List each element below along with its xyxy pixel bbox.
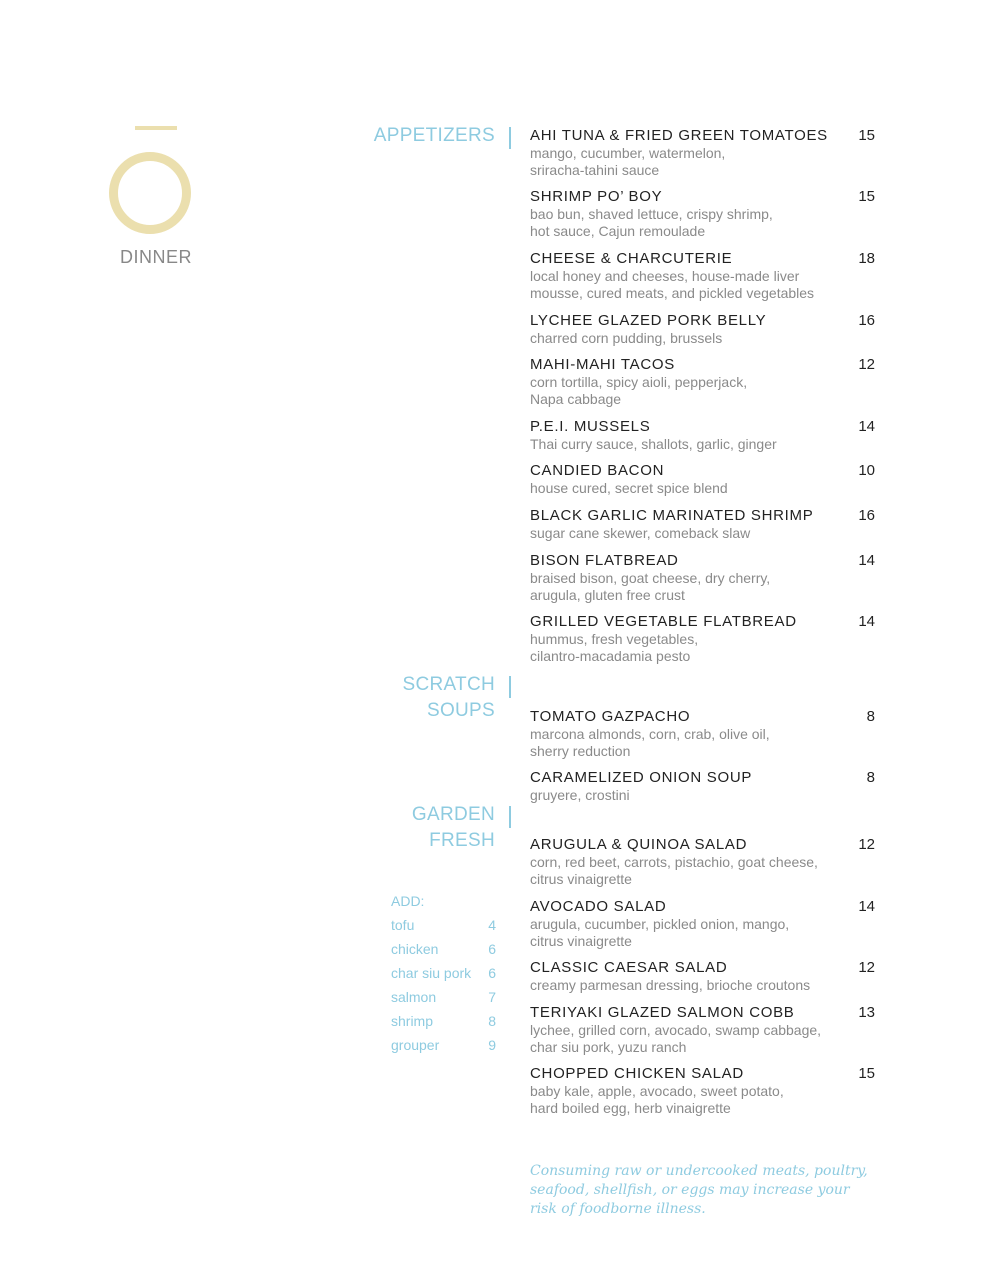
add-on-price: 9	[488, 1037, 496, 1053]
item-price: 8	[866, 708, 875, 725]
item-name: TERIYAKI GLAZED SALMON COBB	[530, 1004, 795, 1021]
item-description: lychee, grilled corn, avocado, swamp cabbage, char siu pork, yuzu ranch	[530, 1022, 822, 1055]
item-price: 14	[858, 418, 875, 435]
item-name: CARAMELIZED ONION SOUP	[530, 769, 753, 786]
item-description: hummus, fresh vegetables, cilantro-macadamia pesto	[530, 631, 699, 664]
food-safety-notice: Consuming raw or undercooked meats, poultry, seafood, shellfish, or eggs may increase your risk of foodborne illness.	[530, 1163, 868, 1217]
item-description: arugula, cucumber, pickled onion, mango, citrus vinaigrette	[530, 916, 790, 949]
item-name: P.E.I. MUSSELS	[530, 418, 651, 435]
add-on-item	[391, 1037, 496, 1053]
menu-item	[530, 312, 875, 347]
menu-item	[530, 462, 875, 497]
section-soups-line1: SCRATCH	[402, 674, 495, 695]
menu-item	[530, 898, 875, 950]
add-on-item	[391, 965, 496, 981]
menu-item	[530, 836, 875, 888]
item-price: 12	[858, 836, 875, 853]
item-description: sugar cane skewer, comeback slaw	[530, 525, 751, 541]
item-price: 13	[858, 1004, 875, 1021]
item-name: SHRIMP PO’ BOY	[530, 188, 663, 205]
menu-title: DINNER	[120, 247, 193, 267]
item-name: BISON FLATBREAD	[530, 552, 679, 569]
item-name: ARUGULA & QUINOA SALAD	[530, 836, 748, 853]
section-divider	[509, 676, 511, 698]
menu-item	[530, 1004, 875, 1056]
section-divider	[509, 806, 511, 828]
section-appetizers-label: APPETIZERS	[373, 125, 495, 146]
menu-item	[530, 708, 875, 760]
menu-item	[530, 418, 875, 453]
item-name: AVOCADO SALAD	[530, 898, 667, 915]
item-description: gruyere, crostini	[530, 787, 630, 803]
section-soups-line2: SOUPS	[426, 700, 495, 721]
item-name: BLACK GARLIC MARINATED SHRIMP	[530, 507, 814, 524]
item-name: CHEESE & CHARCUTERIE	[530, 250, 733, 267]
item-price: 14	[858, 552, 875, 569]
item-description: charred corn pudding, brussels	[530, 330, 723, 346]
logo-macron	[135, 126, 177, 130]
item-name: TOMATO GAZPACHO	[530, 708, 691, 725]
add-on-price: 8	[488, 1013, 496, 1029]
item-price: 18	[858, 250, 875, 267]
item-price: 8	[866, 769, 875, 786]
menu-item	[530, 613, 875, 665]
add-on-item	[391, 941, 496, 957]
menu-item	[530, 250, 875, 302]
item-name: MAHI-MAHI TACOS	[530, 356, 675, 373]
item-price: 12	[858, 356, 875, 373]
section-soups-label	[402, 672, 495, 724]
add-on-name: shrimp	[391, 1013, 434, 1029]
item-description: corn tortilla, spicy aioli, pepperjack, Napa cabbage	[530, 374, 748, 407]
item-price: 15	[858, 188, 875, 205]
add-on-price: 7	[488, 989, 496, 1005]
item-description: bao bun, shaved lettuce, crispy shrimp, hot sauce, Cajun remoulade	[530, 206, 773, 239]
item-description: mango, cucumber, watermelon, sriracha-tahini sauce	[530, 145, 726, 178]
item-price: 10	[858, 462, 875, 479]
item-price: 12	[858, 959, 875, 976]
item-name: GRILLED VEGETABLE FLATBREAD	[530, 613, 797, 630]
add-on-name: chicken	[391, 941, 439, 957]
menu-item	[530, 769, 875, 804]
item-name: LYCHEE GLAZED PORK BELLY	[530, 312, 767, 329]
menu-item	[530, 127, 875, 179]
menu-item	[530, 959, 875, 994]
item-price: 14	[858, 613, 875, 630]
item-price: 14	[858, 898, 875, 915]
logo-ring	[109, 152, 191, 234]
section-garden-line2: FRESH	[429, 830, 495, 851]
item-price: 16	[858, 507, 875, 524]
add-on-price: 4	[488, 917, 496, 933]
add-on-item	[391, 917, 496, 933]
item-name: CHOPPED CHICKEN SALAD	[530, 1065, 744, 1082]
item-price: 15	[858, 127, 875, 144]
item-price: 16	[858, 312, 875, 329]
add-ons-label: ADD:	[391, 893, 425, 909]
add-on-price: 6	[488, 965, 496, 981]
add-on-item	[391, 989, 496, 1005]
menu-item	[530, 188, 875, 240]
item-description: creamy parmesan dressing, brioche croutons	[530, 977, 811, 993]
item-description: corn, red beet, carrots, pistachio, goat cheese, citrus vinaigrette	[530, 854, 818, 887]
menu-item	[530, 507, 875, 542]
item-description: Thai curry sauce, shallots, garlic, ginger	[530, 436, 777, 452]
menu-item	[530, 552, 875, 604]
item-description: baby kale, apple, avocado, sweet potato, hard boiled egg, herb vinaigrette	[530, 1083, 784, 1116]
add-on-name: grouper	[391, 1037, 440, 1053]
item-name: CANDIED BACON	[530, 462, 665, 479]
item-description: local honey and cheeses, house-made liver mousse, cured meats, and pickled vegetables	[530, 268, 815, 301]
add-on-item	[391, 1013, 496, 1029]
item-price: 15	[858, 1065, 875, 1082]
menu-item	[530, 356, 875, 408]
item-name: AHI TUNA & FRIED GREEN TOMATOES	[530, 127, 828, 144]
item-description: marcona almonds, corn, crab, olive oil, sherry reduction	[530, 726, 770, 759]
section-garden-label	[412, 802, 495, 854]
add-on-name: tofu	[391, 917, 415, 933]
add-on-price: 6	[488, 941, 496, 957]
add-on-name: salmon	[391, 989, 437, 1005]
item-description: house cured, secret spice blend	[530, 480, 728, 496]
menu-item	[530, 1065, 875, 1117]
item-name: CLASSIC CAESAR SALAD	[530, 959, 728, 976]
section-divider	[509, 127, 511, 149]
section-garden-line1: GARDEN	[411, 804, 495, 825]
item-description: braised bison, goat cheese, dry cherry, arugula, gluten free crust	[530, 570, 771, 603]
add-on-name: char siu pork	[391, 965, 472, 981]
